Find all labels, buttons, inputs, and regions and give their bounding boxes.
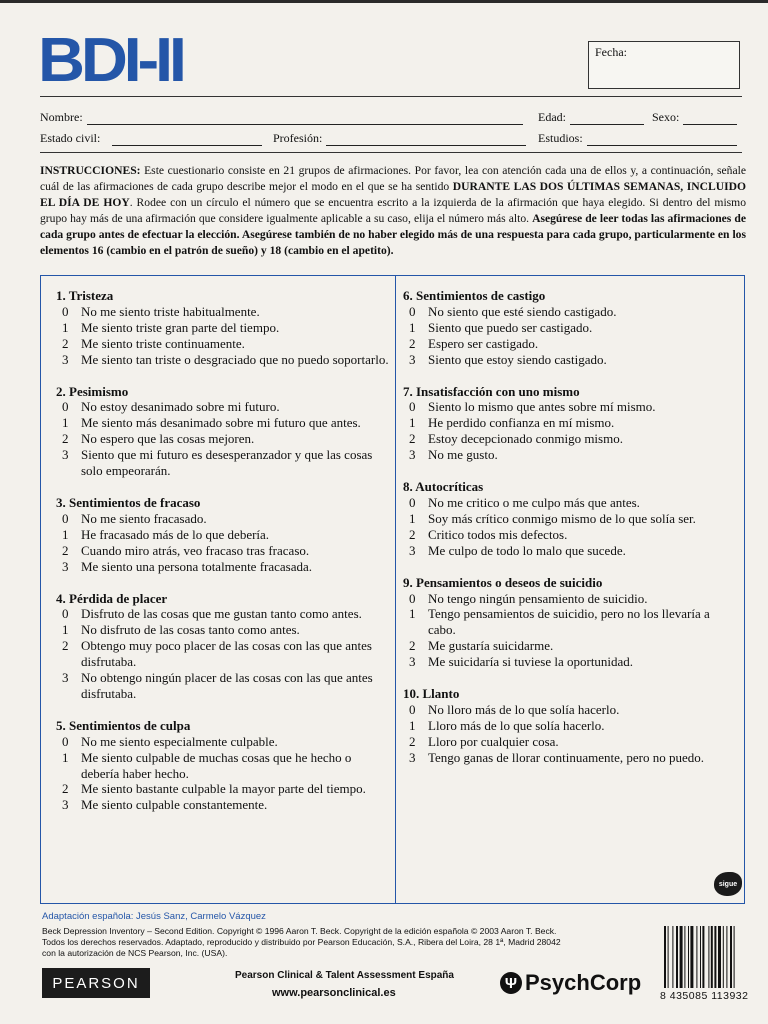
option-text: Disfruto de las cosas que me gustan tanto como antes. bbox=[81, 606, 362, 622]
option-text: No me siento triste habitualmente. bbox=[81, 303, 260, 319]
option-number[interactable]: 1 bbox=[62, 319, 69, 335]
option-text: Cuando miro atrás, veo fracaso tras fracaso. bbox=[81, 542, 310, 558]
answer-option[interactable] bbox=[403, 320, 738, 336]
item-group bbox=[56, 591, 390, 702]
option-text: Siento que estoy siendo castigado. bbox=[428, 351, 607, 367]
answer-option[interactable] bbox=[403, 718, 738, 734]
item-group bbox=[56, 718, 390, 813]
option-text: Me suicidaría si tuviese la oportunidad. bbox=[428, 654, 634, 670]
option-text: Lloro más de lo que solía hacerlo. bbox=[428, 717, 605, 733]
option-text: Me siento más desanimado sobre mi futuro que antes. bbox=[81, 415, 361, 431]
option-text: He perdido confianza en mí mismo. bbox=[428, 415, 615, 431]
answer-option[interactable] bbox=[403, 750, 738, 766]
answer-option[interactable] bbox=[403, 606, 738, 638]
edad-line[interactable] bbox=[570, 112, 644, 125]
answer-option[interactable] bbox=[403, 447, 738, 463]
answer-option[interactable] bbox=[403, 511, 738, 527]
option-text: Me siento bastante culpable la mayor parte del tiempo. bbox=[81, 781, 366, 797]
answer-option[interactable] bbox=[56, 622, 390, 638]
estado-civil-label: Estado civil: bbox=[40, 131, 101, 145]
psychcorp-logo bbox=[500, 970, 641, 996]
item-title: 5. Sentimientos de culpa bbox=[56, 717, 191, 733]
option-text: No me gusto. bbox=[428, 447, 498, 463]
answer-option[interactable] bbox=[403, 336, 738, 352]
option-number[interactable]: 3 bbox=[409, 542, 416, 558]
option-number[interactable]: 2 bbox=[62, 542, 69, 558]
item-title: 9. Pensamientos o deseos de suicidio bbox=[403, 574, 603, 590]
option-number[interactable]: 0 bbox=[409, 494, 416, 510]
item-title: 8. Autocríticas bbox=[403, 479, 484, 495]
option-text: No obtengo ningún placer de las cosas con las que antes disfrutaba. bbox=[81, 670, 373, 701]
answer-option[interactable] bbox=[56, 670, 390, 702]
item-group bbox=[56, 384, 390, 479]
sexo-line[interactable] bbox=[683, 112, 737, 125]
option-text: Espero ser castigado. bbox=[428, 335, 539, 351]
option-number[interactable]: 3 bbox=[62, 797, 69, 813]
fields-divider bbox=[40, 152, 742, 153]
answer-option[interactable] bbox=[403, 399, 738, 415]
option-number[interactable]: 2 bbox=[409, 335, 416, 351]
item-title: 6. Sentimientos de castigo bbox=[403, 288, 546, 303]
answer-option[interactable] bbox=[56, 399, 390, 415]
fecha-label: Fecha: bbox=[595, 45, 627, 59]
option-text: Critico todos mis defectos. bbox=[428, 526, 568, 542]
item-title: 10. Llanto bbox=[403, 686, 460, 702]
item-title: 1. Tristeza bbox=[56, 288, 114, 303]
option-number[interactable]: 0 bbox=[409, 590, 416, 606]
option-number[interactable]: 3 bbox=[62, 558, 69, 574]
option-number[interactable]: 0 bbox=[409, 701, 416, 717]
option-text: Siento lo mismo que antes sobre mí mismo. bbox=[428, 399, 656, 415]
option-text: Me siento una persona totalmente fracasada. bbox=[81, 558, 313, 574]
answer-option[interactable] bbox=[56, 527, 390, 543]
answer-option[interactable] bbox=[56, 781, 390, 797]
option-text: Me siento triste gran parte del tiempo. bbox=[81, 319, 280, 335]
adaptation-credit: Adaptación española: Jesús Sanz, Carmelo Vázquez bbox=[42, 911, 266, 922]
option-number[interactable]: 2 bbox=[62, 431, 69, 447]
answer-option[interactable] bbox=[56, 447, 390, 479]
option-number[interactable]: 0 bbox=[62, 606, 69, 622]
answer-option[interactable] bbox=[403, 654, 738, 670]
profesion-label: Profesión: bbox=[273, 131, 323, 145]
option-number[interactable]: 0 bbox=[62, 303, 69, 319]
sexo-field[interactable] bbox=[652, 110, 737, 125]
item-group bbox=[403, 575, 738, 670]
estado-civil-line[interactable] bbox=[112, 133, 262, 146]
option-text: Me gustaría suicidarme. bbox=[428, 638, 554, 654]
top-rule bbox=[0, 0, 768, 3]
option-number[interactable]: 0 bbox=[409, 303, 416, 319]
nombre-field[interactable] bbox=[40, 110, 523, 125]
option-text: No tengo ningún pensamiento de suicidio. bbox=[428, 590, 648, 606]
option-number[interactable]: 1 bbox=[409, 606, 416, 622]
option-number[interactable]: 3 bbox=[62, 351, 69, 367]
option-number[interactable]: 2 bbox=[409, 431, 416, 447]
answer-option[interactable] bbox=[403, 702, 738, 718]
item-title: 2. Pesimismo bbox=[56, 383, 129, 399]
option-number[interactable]: 2 bbox=[409, 733, 416, 749]
option-number[interactable]: 1 bbox=[62, 749, 69, 765]
items-left-column bbox=[56, 288, 390, 829]
copyright-line-3: con la autorización de NCS Pearson, Inc. (USA). bbox=[42, 948, 228, 958]
option-text: Estoy decepcionado conmigo mismo. bbox=[428, 431, 623, 447]
answer-option[interactable] bbox=[56, 543, 390, 559]
option-text: No espero que las cosas mejoren. bbox=[81, 431, 255, 447]
answer-option[interactable] bbox=[403, 543, 738, 559]
option-text: Siento que puedo ser castigado. bbox=[428, 319, 593, 335]
answer-option[interactable] bbox=[403, 638, 738, 654]
barcode-icon bbox=[662, 926, 758, 990]
header-divider bbox=[40, 96, 742, 97]
option-number[interactable]: 0 bbox=[62, 399, 69, 415]
estado-civil-field[interactable] bbox=[40, 131, 262, 146]
answer-option[interactable] bbox=[56, 734, 390, 750]
answer-option[interactable] bbox=[403, 734, 738, 750]
fecha-field[interactable] bbox=[588, 41, 740, 89]
option-number[interactable]: 1 bbox=[409, 717, 416, 733]
estudios-label: Estudios: bbox=[538, 131, 583, 145]
answer-option[interactable] bbox=[56, 304, 390, 320]
option-number[interactable]: 3 bbox=[409, 351, 416, 367]
option-text: No lloro más de lo que solía hacerlo. bbox=[428, 701, 620, 717]
option-text: Me siento culpable constantemente. bbox=[81, 797, 268, 813]
estudios-field[interactable] bbox=[538, 131, 737, 146]
sigue-badge: sigue bbox=[714, 872, 742, 896]
option-text: Obtengo muy poco placer de las cosas con las que antes disfrutaba. bbox=[81, 638, 372, 670]
nombre-label: Nombre: bbox=[40, 110, 83, 124]
pearson-logo: PEARSON bbox=[42, 968, 150, 998]
option-number[interactable]: 1 bbox=[62, 415, 69, 431]
option-number[interactable]: 2 bbox=[62, 781, 69, 797]
answer-option[interactable] bbox=[403, 527, 738, 543]
bdi-logo: BDI-II bbox=[38, 26, 183, 95]
option-text: No me siento especialmente culpable. bbox=[81, 733, 278, 749]
answer-option[interactable] bbox=[403, 431, 738, 447]
option-number[interactable]: 2 bbox=[62, 335, 69, 351]
option-text: No me critico o me culpo más que antes. bbox=[428, 494, 640, 510]
item-group bbox=[403, 384, 738, 464]
answer-option[interactable] bbox=[56, 431, 390, 447]
option-number[interactable]: 1 bbox=[62, 526, 69, 542]
option-text: Siento que mi futuro es desesperanzador y que las cosas solo empeorarán. bbox=[81, 447, 373, 479]
profesion-field[interactable] bbox=[273, 131, 526, 146]
answer-option[interactable] bbox=[56, 511, 390, 527]
option-number[interactable]: 3 bbox=[62, 670, 69, 686]
instructions bbox=[40, 163, 746, 259]
copyright-line-2: Todos los derechos reservados. Adaptado, reproducido y distribuido por Pearson Educación, S.A., Ribera del Loira, 28 1ª, Madrid 28042 bbox=[42, 937, 561, 947]
option-number[interactable]: 0 bbox=[409, 399, 416, 415]
instructions-label: INSTRUCCIONES: bbox=[40, 164, 141, 177]
publisher-name: Pearson Clinical & Talent Assessment España bbox=[235, 970, 454, 981]
answer-option[interactable] bbox=[56, 559, 390, 575]
answer-option[interactable] bbox=[56, 606, 390, 622]
answer-option[interactable] bbox=[56, 750, 390, 782]
answer-option[interactable] bbox=[56, 336, 390, 352]
option-text: Me siento tan triste o desgraciado que no puedo soportarlo. bbox=[81, 351, 389, 367]
option-text: Lloro por cualquier cosa. bbox=[428, 733, 559, 749]
answer-option[interactable] bbox=[403, 304, 738, 320]
option-text: He fracasado más de lo que debería. bbox=[81, 526, 270, 542]
answer-option[interactable] bbox=[403, 591, 738, 607]
items-right-column bbox=[403, 288, 738, 782]
item-title: 4. Pérdida de placer bbox=[56, 590, 168, 606]
option-text: No siento que esté siendo castigado. bbox=[428, 303, 617, 319]
option-text: Me siento culpable de muchas cosas que he hecho o debería haber hecho. bbox=[81, 749, 352, 781]
instructions-text-1: Este cuestionario consiste en 21 grupos de afirmaciones. Por favor, lea con atención cada una de ellos y, a continuación, señale cuál de las afirmaciones de cada grupo describe mejor el modo en el que se ha sentido bbox=[40, 164, 746, 193]
answer-option[interactable] bbox=[56, 797, 390, 813]
copyright-line-1: Beck Depression Inventory – Second Edition. Copyright © 1996 Aaron T. Beck. Copyright de la edición española © 2003 Aaron T. Beck. bbox=[42, 926, 557, 936]
column-divider bbox=[395, 275, 396, 904]
instructions-text-2: . Rodee con un círculo el número que se encuentra escrito a la izquierda de la afirmación que haya elegido. Si dentro del mismo grupo hay más de una afirmación que considere igualmente aplicable a su caso, elija el número más alto. bbox=[40, 196, 746, 225]
option-number[interactable]: 3 bbox=[409, 654, 416, 670]
option-number[interactable]: 1 bbox=[409, 510, 416, 526]
publisher-website[interactable]: www.pearsonclinical.es bbox=[272, 987, 396, 999]
item-group bbox=[56, 288, 390, 368]
option-text: No estoy desanimado sobre mi futuro. bbox=[81, 399, 280, 415]
option-number[interactable]: 3 bbox=[409, 749, 416, 765]
option-text: Me culpo de todo lo malo que sucede. bbox=[428, 542, 626, 558]
option-number[interactable]: 2 bbox=[62, 638, 69, 654]
answer-option[interactable] bbox=[56, 415, 390, 431]
option-text: Me siento triste continuamente. bbox=[81, 335, 245, 351]
answer-option[interactable] bbox=[403, 352, 738, 368]
option-number[interactable]: 0 bbox=[62, 510, 69, 526]
answer-option[interactable] bbox=[56, 320, 390, 336]
sexo-label: Sexo: bbox=[652, 110, 680, 124]
item-group bbox=[56, 495, 390, 575]
option-number[interactable]: 2 bbox=[409, 526, 416, 542]
item-group bbox=[403, 479, 738, 559]
profesion-line[interactable] bbox=[326, 133, 526, 146]
answer-option[interactable] bbox=[56, 638, 390, 670]
option-number[interactable]: 2 bbox=[409, 638, 416, 654]
edad-label: Edad: bbox=[538, 110, 566, 124]
nombre-line[interactable] bbox=[87, 112, 523, 125]
answer-option[interactable] bbox=[403, 415, 738, 431]
instructions-bold-1: DURANTE LAS DOS ÚLTIMAS SEMANAS, INCLUIDO EL DÍA DE HOY bbox=[40, 180, 746, 209]
option-number[interactable]: 3 bbox=[409, 447, 416, 463]
item-group bbox=[403, 686, 738, 766]
option-number[interactable]: 1 bbox=[62, 622, 69, 638]
option-number[interactable]: 0 bbox=[62, 733, 69, 749]
instructions-bold-2: Asegúrese de leer todas las afirmaciones de cada grupo antes de efectuar la elección. Asegúrese también de no haber elegido más de una respuesta para cada grupo, particularmente en los elementos 16 (cambio en el patrón de sueño) y 18 (cambio en el apetito). bbox=[40, 212, 746, 257]
option-text: Tengo pensamientos de suicidio, pero no los llevaría a cabo. bbox=[428, 606, 710, 638]
item-group bbox=[403, 288, 738, 368]
answer-option[interactable] bbox=[56, 352, 390, 368]
option-text: Soy más crítico conmigo mismo de lo que solía ser. bbox=[428, 510, 696, 526]
psi-icon: Ψ bbox=[500, 972, 522, 994]
estudios-line[interactable] bbox=[587, 133, 737, 146]
option-text: Tengo ganas de llorar continuamente, pero no puedo. bbox=[428, 749, 704, 765]
option-text: No me siento fracasado. bbox=[81, 510, 207, 526]
answer-option[interactable] bbox=[403, 495, 738, 511]
option-text: No disfruto de las cosas tanto como antes. bbox=[81, 622, 300, 638]
barcode-number: 8 435085 113932 bbox=[660, 990, 749, 1002]
copyright-notice bbox=[42, 926, 642, 959]
psychcorp-wordmark: PsychCorp bbox=[525, 970, 642, 995]
option-number[interactable]: 1 bbox=[409, 319, 416, 335]
item-title: 7. Insatisfacción con uno mismo bbox=[403, 383, 580, 399]
item-title: 3. Sentimientos de fracaso bbox=[56, 494, 201, 510]
option-number[interactable]: 1 bbox=[409, 415, 416, 431]
option-number[interactable]: 3 bbox=[62, 447, 69, 463]
edad-field[interactable] bbox=[538, 110, 644, 125]
